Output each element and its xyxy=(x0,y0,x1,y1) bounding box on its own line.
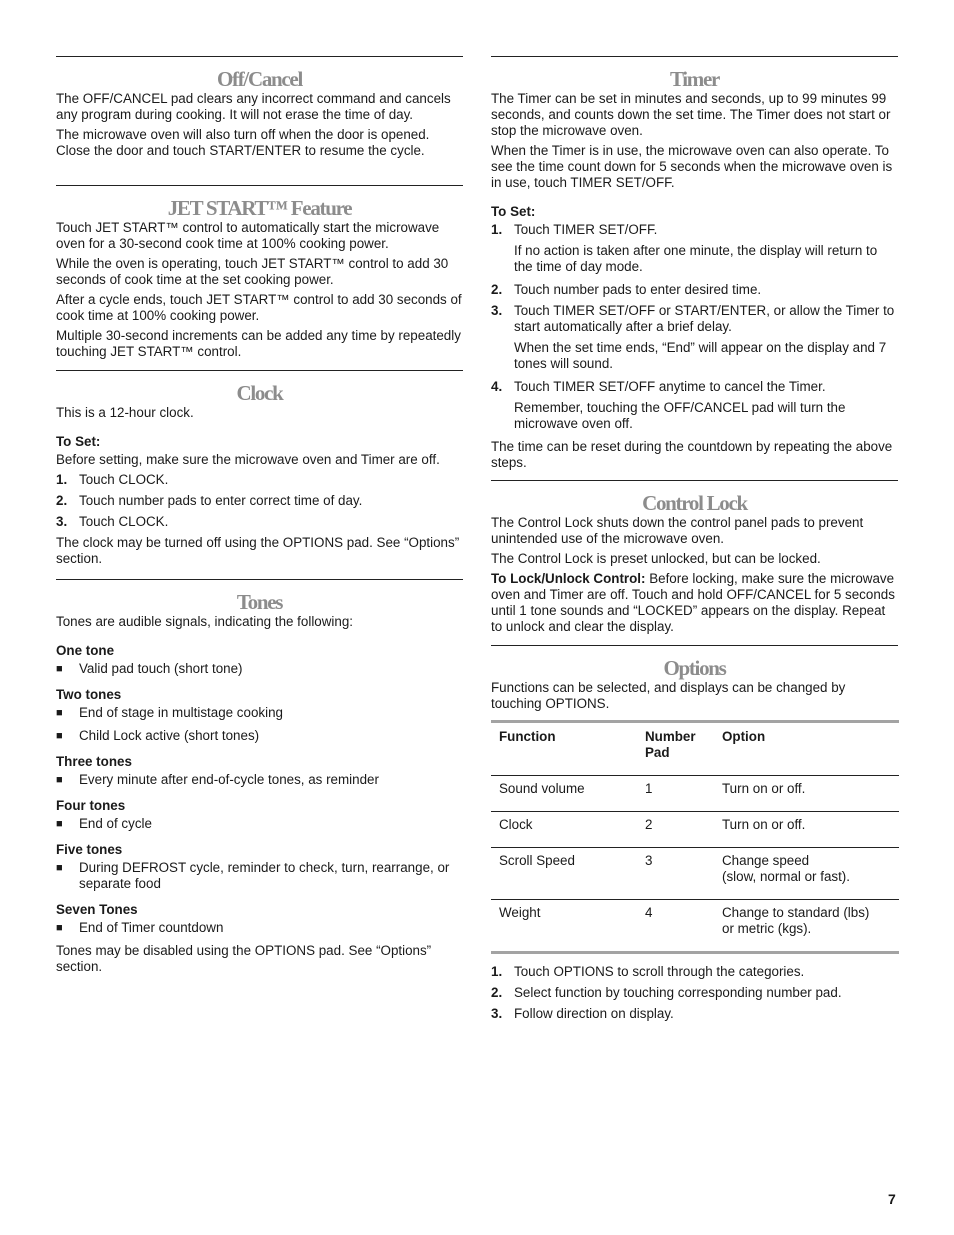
bullet-item xyxy=(56,661,463,677)
section-clock xyxy=(56,370,463,571)
page-number: 7 xyxy=(888,1191,896,1207)
subheading: Seven Tones xyxy=(56,902,138,917)
table-row xyxy=(491,900,899,953)
table-cell: Clock xyxy=(491,812,637,848)
numbered-step xyxy=(56,514,463,530)
paragraph: The time can be reset during the countdown by repeating the above steps. xyxy=(491,439,893,470)
square-bullet-icon: ■ xyxy=(56,862,63,874)
step-number: 2. xyxy=(491,282,503,297)
table-cell: Turn on or off. xyxy=(714,812,899,848)
step-text: Touch number pads to enter desired time. xyxy=(514,282,762,297)
paragraph: While the oven is operating, touch JET START™ control to add 30 seconds of cook time at the set cooking power. xyxy=(56,256,449,287)
section-heading: Options xyxy=(663,656,726,680)
square-bullet-icon: ■ xyxy=(56,922,63,934)
bullet-text: End of stage in multistage cooking xyxy=(79,705,283,720)
table-cell: Sound volume xyxy=(491,776,637,812)
numbered-step xyxy=(491,1006,898,1022)
section-timer xyxy=(491,56,898,475)
paragraph: After a cycle ends, touch JET START™ control to add 30 seconds of cook time at 100% cooking power. xyxy=(56,292,462,323)
section-heading: Timer xyxy=(669,67,720,91)
table-row xyxy=(491,776,899,812)
subheading: One tone xyxy=(56,643,115,658)
table-cell: Scroll Speed xyxy=(491,848,637,900)
table-cell: Weight xyxy=(491,900,637,953)
paragraph-text: Before locking, make sure the microwave oven and Timer are off. Touch and hold OFF/CANCEL for 5 seconds until 1 tone sounds and “LOCKED” appears on the display. Repeat to unlock and clear the display. xyxy=(491,571,895,634)
step-number: 1. xyxy=(56,472,68,487)
square-bullet-icon: ■ xyxy=(56,818,63,830)
numbered-step xyxy=(491,303,898,335)
section-options xyxy=(491,645,898,1027)
numbered-step xyxy=(56,493,463,509)
numbered-step xyxy=(491,964,898,980)
paragraph: Tones may be disabled using the OPTIONS pad. See “Options” section. xyxy=(56,943,432,974)
square-bullet-icon: ■ xyxy=(56,663,63,675)
paragraph: This is a 12-hour clock. xyxy=(56,405,194,420)
paragraph: When the Timer is in use, the microwave oven can also operate. To see the time count down for 5 seconds when the microwave oven is in use, touch TIMER SET/OFF. xyxy=(491,143,893,190)
step-text: Touch TIMER SET/OFF anytime to cancel the Timer. xyxy=(514,379,826,394)
paragraph xyxy=(491,571,898,635)
step-number: 1. xyxy=(491,964,503,979)
step-number: 3. xyxy=(56,514,68,529)
section-heading: Tones xyxy=(236,590,283,614)
column-header: Function xyxy=(499,729,556,744)
bullet-text: End of Timer countdown xyxy=(79,920,224,935)
options-table xyxy=(491,720,899,954)
bullet-item xyxy=(56,772,463,788)
step-number: 4. xyxy=(491,379,503,394)
step-note: When the set time ends, “End” will appear on the display and 7 tones will sound. xyxy=(514,340,887,371)
bullet-text: During DEFROST cycle, reminder to check, turn, rearrange, or separate food xyxy=(79,860,450,891)
paragraph: The Control Lock is preset unlocked, but can be locked. xyxy=(491,551,821,566)
square-bullet-icon: ■ xyxy=(56,707,63,719)
paragraph: The microwave oven will also turn off when the door is opened. Close the door and touch START/ENTER to resume the cycle. xyxy=(56,127,430,158)
paragraph: Tones are audible signals, indicating the following: xyxy=(56,614,354,629)
subheading: Five tones xyxy=(56,842,123,857)
table-cell: 1 xyxy=(637,776,714,812)
step-number: 3. xyxy=(491,303,503,318)
step-note: If no action is taken after one minute, the display will return to the time of day mode. xyxy=(514,243,878,274)
section-jet-start xyxy=(56,185,463,364)
subheading: Two tones xyxy=(56,687,122,702)
column-header: Number Pad xyxy=(645,729,696,760)
section-off-cancel xyxy=(56,56,463,163)
paragraph: The Control Lock shuts down the control panel pads to prevent unintended use of the microwave oven. xyxy=(491,515,864,546)
subheading: Three tones xyxy=(56,754,132,769)
bullet-item xyxy=(56,816,463,832)
table-cell: 3 xyxy=(637,848,714,900)
section-heading: Clock xyxy=(236,381,283,405)
table-cell: Turn on or off. xyxy=(714,776,899,812)
step-text: Touch number pads to enter correct time of day. xyxy=(79,493,363,508)
table-header-row xyxy=(491,722,899,776)
subheading: Four tones xyxy=(56,798,126,813)
subheading: To Set: xyxy=(491,204,536,219)
step-text: Touch TIMER SET/OFF. xyxy=(514,222,658,237)
subheading: To Set: xyxy=(56,434,101,449)
table-row xyxy=(491,848,899,900)
section-heading: Control Lock xyxy=(642,491,747,515)
step-number: 2. xyxy=(56,493,68,508)
table-cell: Change to standard (lbs) or metric (kgs). xyxy=(714,900,899,953)
table-cell: 2 xyxy=(637,812,714,848)
bullet-text: End of cycle xyxy=(79,816,152,831)
square-bullet-icon: ■ xyxy=(56,730,63,742)
paragraph: Touch JET START™ control to automatically start the microwave oven for a 30-second cook time at 100% cooking power. xyxy=(56,220,440,251)
step-text: Touch OPTIONS to scroll through the categories. xyxy=(514,964,805,979)
bullet-text: Valid pad touch (short tone) xyxy=(79,661,243,676)
table-cell: Change speed (slow, normal or fast). xyxy=(714,848,899,900)
section-control-lock xyxy=(491,480,898,639)
paragraph-lead: To Lock/Unlock Control: xyxy=(491,571,646,586)
paragraph: The clock may be turned off using the OPTIONS pad. See “Options” section. xyxy=(56,535,460,566)
step-number: 3. xyxy=(491,1006,503,1021)
numbered-step xyxy=(491,985,898,1001)
numbered-step xyxy=(491,282,898,298)
step-text: Follow direction on display. xyxy=(514,1006,674,1021)
step-number: 1. xyxy=(491,222,503,237)
column-header: Option xyxy=(722,729,766,744)
paragraph: Before setting, make sure the microwave oven and Timer are off. xyxy=(56,452,440,467)
step-text: Select function by touching corresponding number pad. xyxy=(514,985,842,1000)
numbered-step xyxy=(491,379,898,395)
section-heading: Off/Cancel xyxy=(217,67,302,91)
bullet-text: Every minute after end-of-cycle tones, as reminder xyxy=(79,772,379,787)
step-note: Remember, touching the OFF/CANCEL pad will turn the microwave oven off. xyxy=(514,400,846,431)
bullet-item xyxy=(56,860,463,892)
bullet-item xyxy=(56,705,463,721)
paragraph: Multiple 30-second increments can be added any time by repeatedly touching JET START™ control. xyxy=(56,328,461,359)
bullet-text: Child Lock active (short tones) xyxy=(79,728,260,743)
paragraph: The OFF/CANCEL pad clears any incorrect command and cancels any program during cooking. It will not erase the time of day. xyxy=(56,91,451,122)
paragraph: Functions can be selected, and displays can be changed by touching OPTIONS. xyxy=(491,680,846,711)
numbered-step xyxy=(56,472,463,488)
table-row xyxy=(491,812,899,848)
numbered-step xyxy=(491,222,898,238)
table-cell: 4 xyxy=(637,900,714,953)
bullet-item xyxy=(56,920,463,936)
step-text: Touch CLOCK. xyxy=(79,472,169,487)
section-heading: JET START™ Feature xyxy=(167,196,352,220)
section-tones xyxy=(56,579,463,979)
step-text: Touch CLOCK. xyxy=(79,514,169,529)
square-bullet-icon: ■ xyxy=(56,774,63,786)
bullet-item xyxy=(56,728,463,744)
step-text: Touch TIMER SET/OFF or START/ENTER, or allow the Timer to start automatically after a brief delay. xyxy=(514,303,895,334)
step-number: 2. xyxy=(491,985,503,1000)
paragraph: The Timer can be set in minutes and seconds, up to 99 minutes 99 seconds, and counts down the set time. The Timer does not start or stop the microwave oven. xyxy=(491,91,891,138)
